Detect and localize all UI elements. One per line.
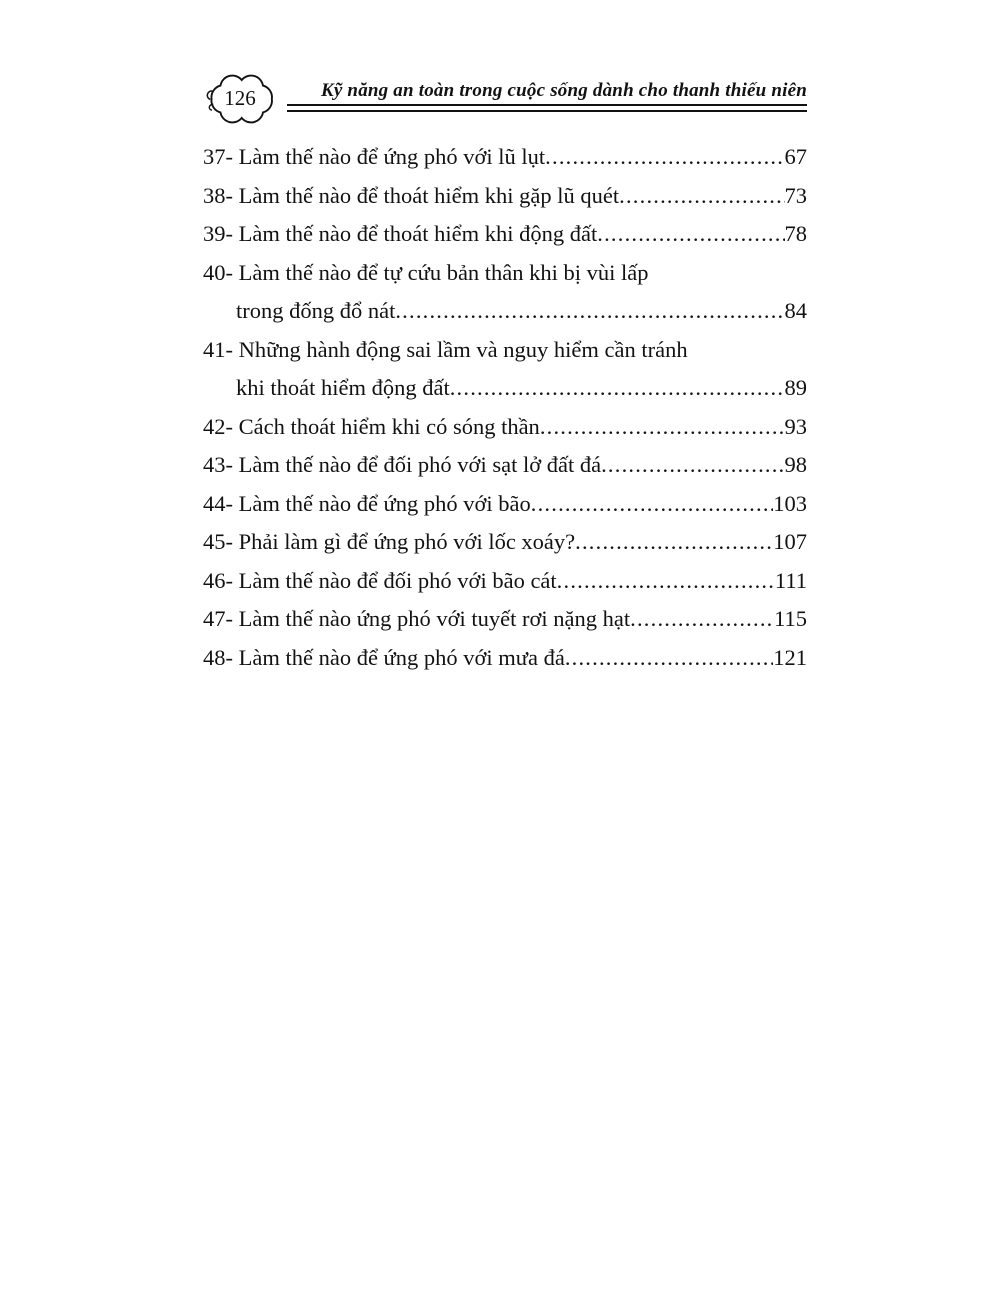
toc-entry-label: 48- Làm thế nào để ứng phó với mưa đá xyxy=(203,644,565,670)
toc-entry-page: 107 xyxy=(773,529,807,554)
toc-entry-page: 98 xyxy=(784,452,807,477)
dot-leader xyxy=(597,215,784,254)
dot-leader xyxy=(601,446,784,485)
toc-entry-page: 89 xyxy=(784,375,807,400)
toc-entry-label: 43- Làm thế nào để đối phó với sạt lở đất đá xyxy=(203,452,602,477)
dot-leader xyxy=(565,639,773,678)
page-number: 126 xyxy=(224,86,256,110)
toc-entry-label: 47- Làm thế nào ứng phó với tuyết rơi nặng hạt xyxy=(203,606,631,631)
toc-entry xyxy=(203,408,807,447)
toc-entry-label: 46- Làm thế nào để đối phó với bão cát xyxy=(203,567,557,593)
toc-entry xyxy=(203,523,807,562)
toc-entry xyxy=(203,639,807,678)
header-right xyxy=(287,80,807,112)
dot-leader xyxy=(450,369,785,408)
dot-leader xyxy=(630,600,774,639)
page-header xyxy=(203,72,807,112)
toc-entry-page: 115 xyxy=(774,606,807,631)
toc-entry-label: 41- Những hành động sai lầm và nguy hiểm cần tránh xyxy=(203,336,688,362)
toc-entry xyxy=(203,446,807,485)
toc-entry xyxy=(203,331,807,370)
toc-entry-page: 103 xyxy=(773,490,807,516)
toc-entry-label: 42- Cách thoát hiểm khi có sóng thần xyxy=(203,413,540,439)
toc-entry-page: 78 xyxy=(784,221,807,246)
toc-entry-page: 73 xyxy=(784,182,807,208)
toc-list xyxy=(203,138,807,677)
toc-entry xyxy=(203,600,807,639)
toc-entry xyxy=(203,138,807,177)
toc-entry xyxy=(203,215,807,254)
dot-leader xyxy=(619,177,784,216)
dot-leader xyxy=(540,408,785,447)
toc-entry-label: 38- Làm thế nào để thoát hiểm khi gặp lũ quét xyxy=(203,182,620,208)
dot-leader xyxy=(575,523,773,562)
toc-entry-label: 45- Phải làm gì để ứng phó với lốc xoáy? xyxy=(203,529,576,554)
toc-entry xyxy=(203,562,807,601)
toc-entry-continuation xyxy=(203,292,807,331)
toc-entry-label: 44- Làm thế nào để ứng phó với bão xyxy=(203,490,531,516)
toc-entry xyxy=(203,254,807,293)
dot-leader xyxy=(395,292,784,331)
header-title: Kỹ năng an toàn trong cuộc sống dành cho thanh thiếu niên xyxy=(320,80,807,101)
toc-entry-label: 40- Làm thế nào để tự cứu bản thân khi bị vùi lấp xyxy=(203,259,649,285)
header-rule xyxy=(287,104,807,112)
toc-entry-page: 111 xyxy=(774,567,807,593)
toc-entry xyxy=(203,485,807,524)
dot-leader xyxy=(545,138,784,177)
toc-entry-page: 67 xyxy=(784,144,807,169)
toc-entry-label: khi thoát hiểm động đất xyxy=(236,375,450,400)
page-number-badge xyxy=(203,72,277,126)
toc-entry-label: 39- Làm thế nào để thoát hiểm khi động đất xyxy=(203,221,598,246)
toc-entry-label: trong đống đổ nát xyxy=(236,298,396,323)
toc-entry xyxy=(203,177,807,216)
toc-entry-page: 84 xyxy=(784,298,807,323)
toc-entry-continuation xyxy=(203,369,807,408)
toc-entry-page: 121 xyxy=(773,644,807,670)
toc-entry-page: 93 xyxy=(784,413,807,439)
toc-entry-label: 37- Làm thế nào để ứng phó với lũ lụt xyxy=(203,144,546,169)
dot-leader xyxy=(557,562,775,601)
dot-leader xyxy=(531,485,773,524)
